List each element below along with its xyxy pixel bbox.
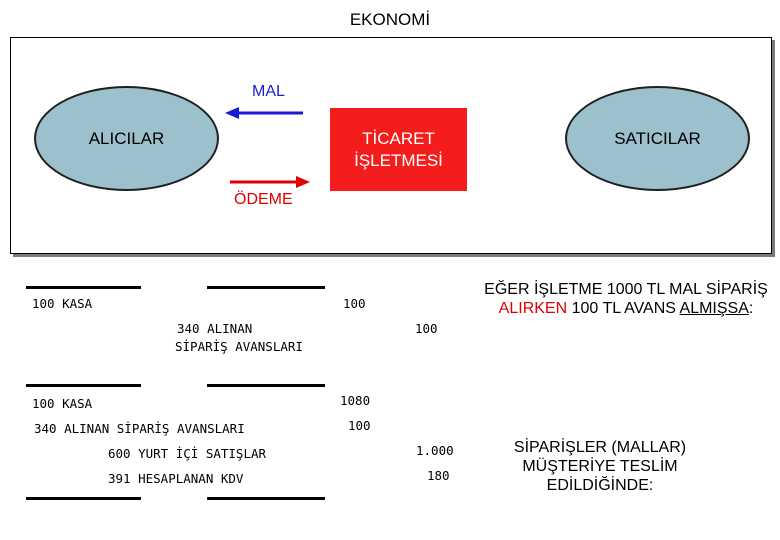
entry2-debit1-account: 100 KASA [32, 396, 93, 411]
note1-text-a: EĞER İŞLETME 1000 TL MAL SİPARİŞ [484, 281, 768, 298]
entry2-debit2-account: 340 ALINAN SİPARİŞ AVANSLARI [34, 421, 245, 436]
entry1-debit-amount: 100 [343, 296, 366, 311]
entry2-credit2-account: 391 HESAPLANAN KDV [108, 471, 244, 486]
business-label-line1: TİCARET [362, 128, 435, 148]
entry2-debit2-amount: 100 [348, 418, 371, 433]
note-advance-received [480, 280, 772, 318]
entry2-rule-left-bottom [26, 497, 141, 500]
entry2-rule-right-top [207, 384, 325, 387]
entry2-credit2-amount: 180 [427, 468, 450, 483]
entry1-credit-account-line2: SİPARİŞ AVANSLARI [175, 339, 303, 354]
entry2-debit1-amount: 1080 [340, 393, 371, 408]
payment-arrow-icon [230, 175, 310, 189]
business-label-line2: İŞLETMESİ [354, 150, 443, 170]
entry1-rule-left [26, 286, 141, 289]
buyers-label: ALICILAR [88, 128, 165, 148]
goods-arrow-icon [225, 106, 305, 120]
page-title: EKONOMİ [349, 10, 431, 29]
note1-text-underlined: ALMIŞSA [679, 300, 749, 317]
sellers-label: SATICILAR [614, 128, 701, 148]
sellers-ellipse [565, 86, 750, 191]
note-orders-delivered: SİPARİŞLER (MALLAR) MÜŞTERİYE TESLİM EDİLDİĞİNDE: [513, 439, 687, 494]
entry1-credit-amount: 100 [415, 321, 438, 336]
payment-label: ÖDEME [234, 191, 293, 208]
buyers-ellipse [34, 86, 219, 191]
entry2-rule-right-bottom [207, 497, 325, 500]
note1-text-b: 100 TL AVANS [571, 300, 676, 317]
entry1-debit-account: 100 KASA [32, 296, 93, 311]
entry2-credit1-amount: 1.000 [416, 443, 454, 458]
goods-label: MAL [252, 83, 285, 100]
entry1-credit-account-line1: 340 ALINAN [177, 321, 253, 336]
note1-text-highlight: ALIRKEN [498, 300, 568, 317]
entry2-credit1-account: 600 YURT İÇİ SATIŞLAR [108, 446, 267, 461]
entry1-rule-right [207, 286, 325, 289]
trading-business-box [330, 108, 467, 191]
note1-text-colon: : [748, 300, 754, 317]
entry2-rule-left-top [26, 384, 141, 387]
